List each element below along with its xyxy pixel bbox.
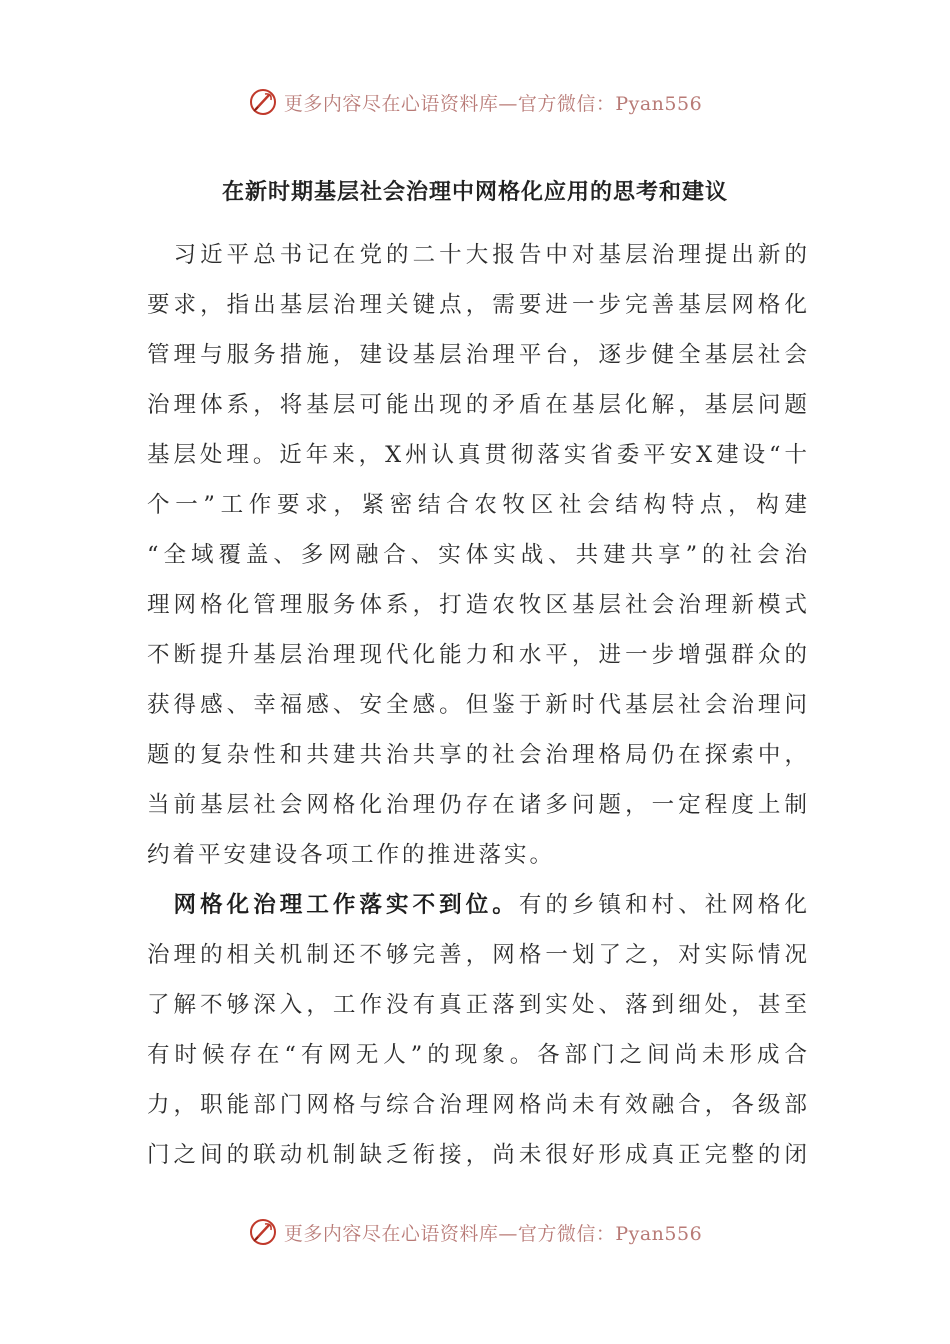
header-banner-text: 更多内容尽在心语资料库—官方微信：Pyan556 (283, 92, 703, 115)
text-line: 基层处理。近年来，X州认真贯彻落实省委平安X建设“十 (147, 442, 807, 468)
text-line: 有时候存在“有网无人”的现象。各部门之间尚未形成合 (147, 1042, 807, 1068)
text-line: 门之间的联动机制缺乏衔接，尚未很好形成真正完整的闭 (147, 1142, 807, 1168)
text-line: 获得感、幸福感、安全感。但鉴于新时代基层社会治理问 (147, 692, 807, 718)
text-line: 治理的相关机制还不够完善，网格一划了之，对实际情况 (147, 942, 807, 968)
text-span: 有的乡镇和村、社网格化 (518, 892, 807, 918)
document-title: 在新时期基层社会治理中网格化应用的思考和建议 (221, 179, 728, 205)
text-line: 治理体系，将基层可能出现的矛盾在基层化解，基层问题 (147, 392, 807, 418)
text-line: 了解不够深入，工作没有真正落到实处、落到细处，甚至 (147, 992, 807, 1018)
text-line: 管理与服务措施，建设基层治理平台，逐步健全基层社会 (147, 342, 807, 368)
text-line: 习近平总书记在党的二十大报告中对基层治理提出新的 (147, 242, 807, 268)
text-line (147, 890, 807, 920)
quill-pen-seal-icon (248, 1217, 278, 1247)
text-line: 要求，指出基层治理关键点，需要进一步完善基层网格化 (147, 292, 807, 318)
text-line: 理网格化管理服务体系，打造农牧区基层社会治理新模式 (147, 592, 807, 618)
header-banner (0, 82, 950, 122)
text-line: 力，职能部门网格与综合治理网格尚未有效融合，各级部 (147, 1092, 807, 1118)
text-line: 不断提升基层治理现代化能力和水平，进一步增强群众的 (147, 642, 807, 668)
text-line: 当前基层社会网格化治理仍存在诸多问题，一定程度上制 (147, 792, 807, 818)
text-line: “全域覆盖、多网融合、实体实战、共建共享”的社会治 (147, 542, 807, 568)
paragraph-lead-heading: 网格化治理工作落实不到位。 (147, 892, 519, 918)
quill-pen-seal-icon (248, 87, 278, 117)
text-line: 题的复杂性和共建共治共享的社会治理格局仍在探索中， (147, 742, 807, 768)
footer-banner (0, 1212, 950, 1252)
footer-banner-text: 更多内容尽在心语资料库—官方微信：Pyan556 (283, 1222, 703, 1245)
text-line: 个一”工作要求，紧密结合农牧区社会结构特点，构建 (147, 492, 807, 518)
text-line: 约着平安建设各项工作的推进落实。 (147, 842, 556, 868)
